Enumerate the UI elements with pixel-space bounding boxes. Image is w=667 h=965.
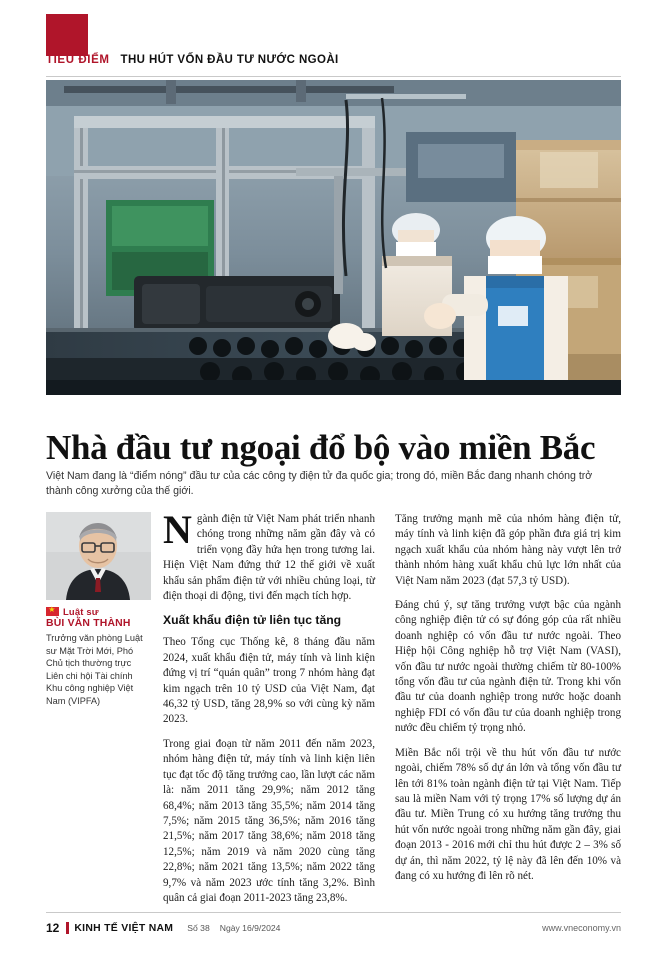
drop-cap: N [163,507,192,552]
publication-date: Ngày 16/9/2024 [219,923,281,933]
article-headline: Nhà đầu tư ngoại đổ bộ vào miền Bắc [46,428,596,468]
vietnam-flag-icon [46,607,59,616]
paragraph-4: Tăng trưởng mạnh mẽ của nhóm hàng điện tử, máy tính và linh kiện đã góp phần đưa giá trị kim ngạch xuất khẩu của nhóm hàng này vượt lên trở thành nhóm hàng xuất khẩu chủ lực lớn nhất của Việt Nam năm 2023 (đạt 57,3 tỷ USD). [395,513,621,587]
page-header [46,14,621,66]
author-box [46,512,151,708]
paragraph-1-text: gành điện tử Việt Nam phát triển nhanh chóng trong những năm gần đây và có triển vọng đầy hứa hẹn trong tương lai. Hiện Việt Nam đứng thứ 12 thế giới về xuất khẩu sản phẩm điện tử với nhiều chủng loại, từ điện thoại di động, tivi đến mạch tích hợp. [163,513,375,603]
footer-divider [46,912,621,913]
issue-number: Số 38 [187,923,210,933]
author-flag-row [46,606,151,617]
author-name: BÙI VĂN THÀNH [46,618,131,629]
paragraph-2: Theo Tổng cục Thống kê, 8 tháng đầu năm 2024, xuất khẩu điện tử, máy tính và linh kiện đứng vị trí “quán quân” trong 7 nhóm hàng đạt kim ngạch trên 10 tỷ USD của Việt Nam, đạt 46,32 tỷ USD, tăng 28,9% so với cùng kỳ năm 2023. [163,636,375,726]
page-footer [46,918,621,938]
header-kicker: TIÊU ĐIỂM [46,54,110,66]
header-divider [46,76,621,77]
factory-line-illustration [46,80,621,395]
author-role: Luật sư [63,606,99,617]
author-portrait [46,512,151,600]
author-portrait-illustration [46,512,151,600]
header-accent-block [46,14,88,56]
article-standfirst: Việt Nam đang là “điểm nóng” đầu tư của các công ty điện tử đa quốc gia; trong đó, miền Bắc đang nhanh chóng trở thành công xưởng của thế giới. [46,469,593,498]
paragraph-5: Đáng chú ý, sự tăng trưởng vượt bậc của ngành công nghiệp điện tử có sự đóng góp của rất nhiều doanh nghiệp có vốn đầu tư nước ngoài. Theo Hiệp hội Công nghiệp hỗ trợ Việt Nam (VASI), vốn đầu tư nước ngoài thường chiếm từ 80-100% tổng vốn đầu tư của ngành điện tử. Trong khi vốn đầu tư của doanh nghiệp trong nước hoặc doanh nghiệp FDI có vốn đầu tư của doanh nghiệp trong nước đều chiếm tỷ trọng nhỏ. [395,599,621,735]
brand-mark-icon [66,922,69,934]
publication-name: KINH TẾ VIỆT NAM [74,922,174,934]
lead-photo [46,80,621,395]
author-title: Trưởng văn phòng Luật sư Mặt Trời Mới, Phó Chủ tịch thường trực Liên chi hội Tài chính Khu công nghiệp Việt Nam (VIPFA) [46,633,143,706]
website-url[interactable]: www.vneconomy.vn [542,923,621,933]
paragraph-3: Trong giai đoạn từ năm 2011 đến năm 2023, nhóm hàng điện tử, máy tính và linh kiện liên tục đạt tốc độ tăng trưởng cao, lần lượt các năm là: năm 2011 tăng 29,9%; năm 2012 tăng 68,4%; năm 2013 tăng 35,5%; năm 2014 tăng 7,5%; năm 2015 tăng 36,5%; năm 2016 tăng 21,5%; năm 2017 tăng 38,6%; năm 2018 tăng 12,5%; năm 2019 và năm 2020 cùng tăng 22,8%; năm 2021 tăng 13,5%; năm 2022 tăng 9,7% và năm 2023 ước tính tăng 3,2%. Bình quân cả giai đoạn 2011-2023 tăng 23,8%. [163,737,375,904]
header-label-row [46,54,339,66]
header-section-title: THU HÚT VỐN ĐẦU TƯ NƯỚC NGOÀI [120,54,339,66]
body-column-2 [163,507,375,915]
body-column-3 [395,512,621,893]
page-number: 12 [46,921,60,935]
section-subhead: Xuất khẩu điện tử liên tục tăng [163,613,342,628]
paragraph-6: Miền Bắc nổi trội về thu hút vốn đầu tư nước ngoài, chiếm 78% số dự án lớn và tổng vốn đầu tư lên tới 81% toàn ngành điện tử tại Việt Nam. Tiếp sau là miền Nam với tỷ trọng 17% số lượng dự án đầu tư. Miền Trung có xu hướng tăng trưởng thu hút vốn nước ngoài trong những năm gần đây, giai đoạn 2013 - 2016 mới chỉ thu hút được 2 – 3% số dự án, thì năm 2022, tỷ lệ này đã lên đến 10% và đang có xu hướng đi lên rõ nét. [395,746,621,882]
paragraph-1 [163,507,375,604]
